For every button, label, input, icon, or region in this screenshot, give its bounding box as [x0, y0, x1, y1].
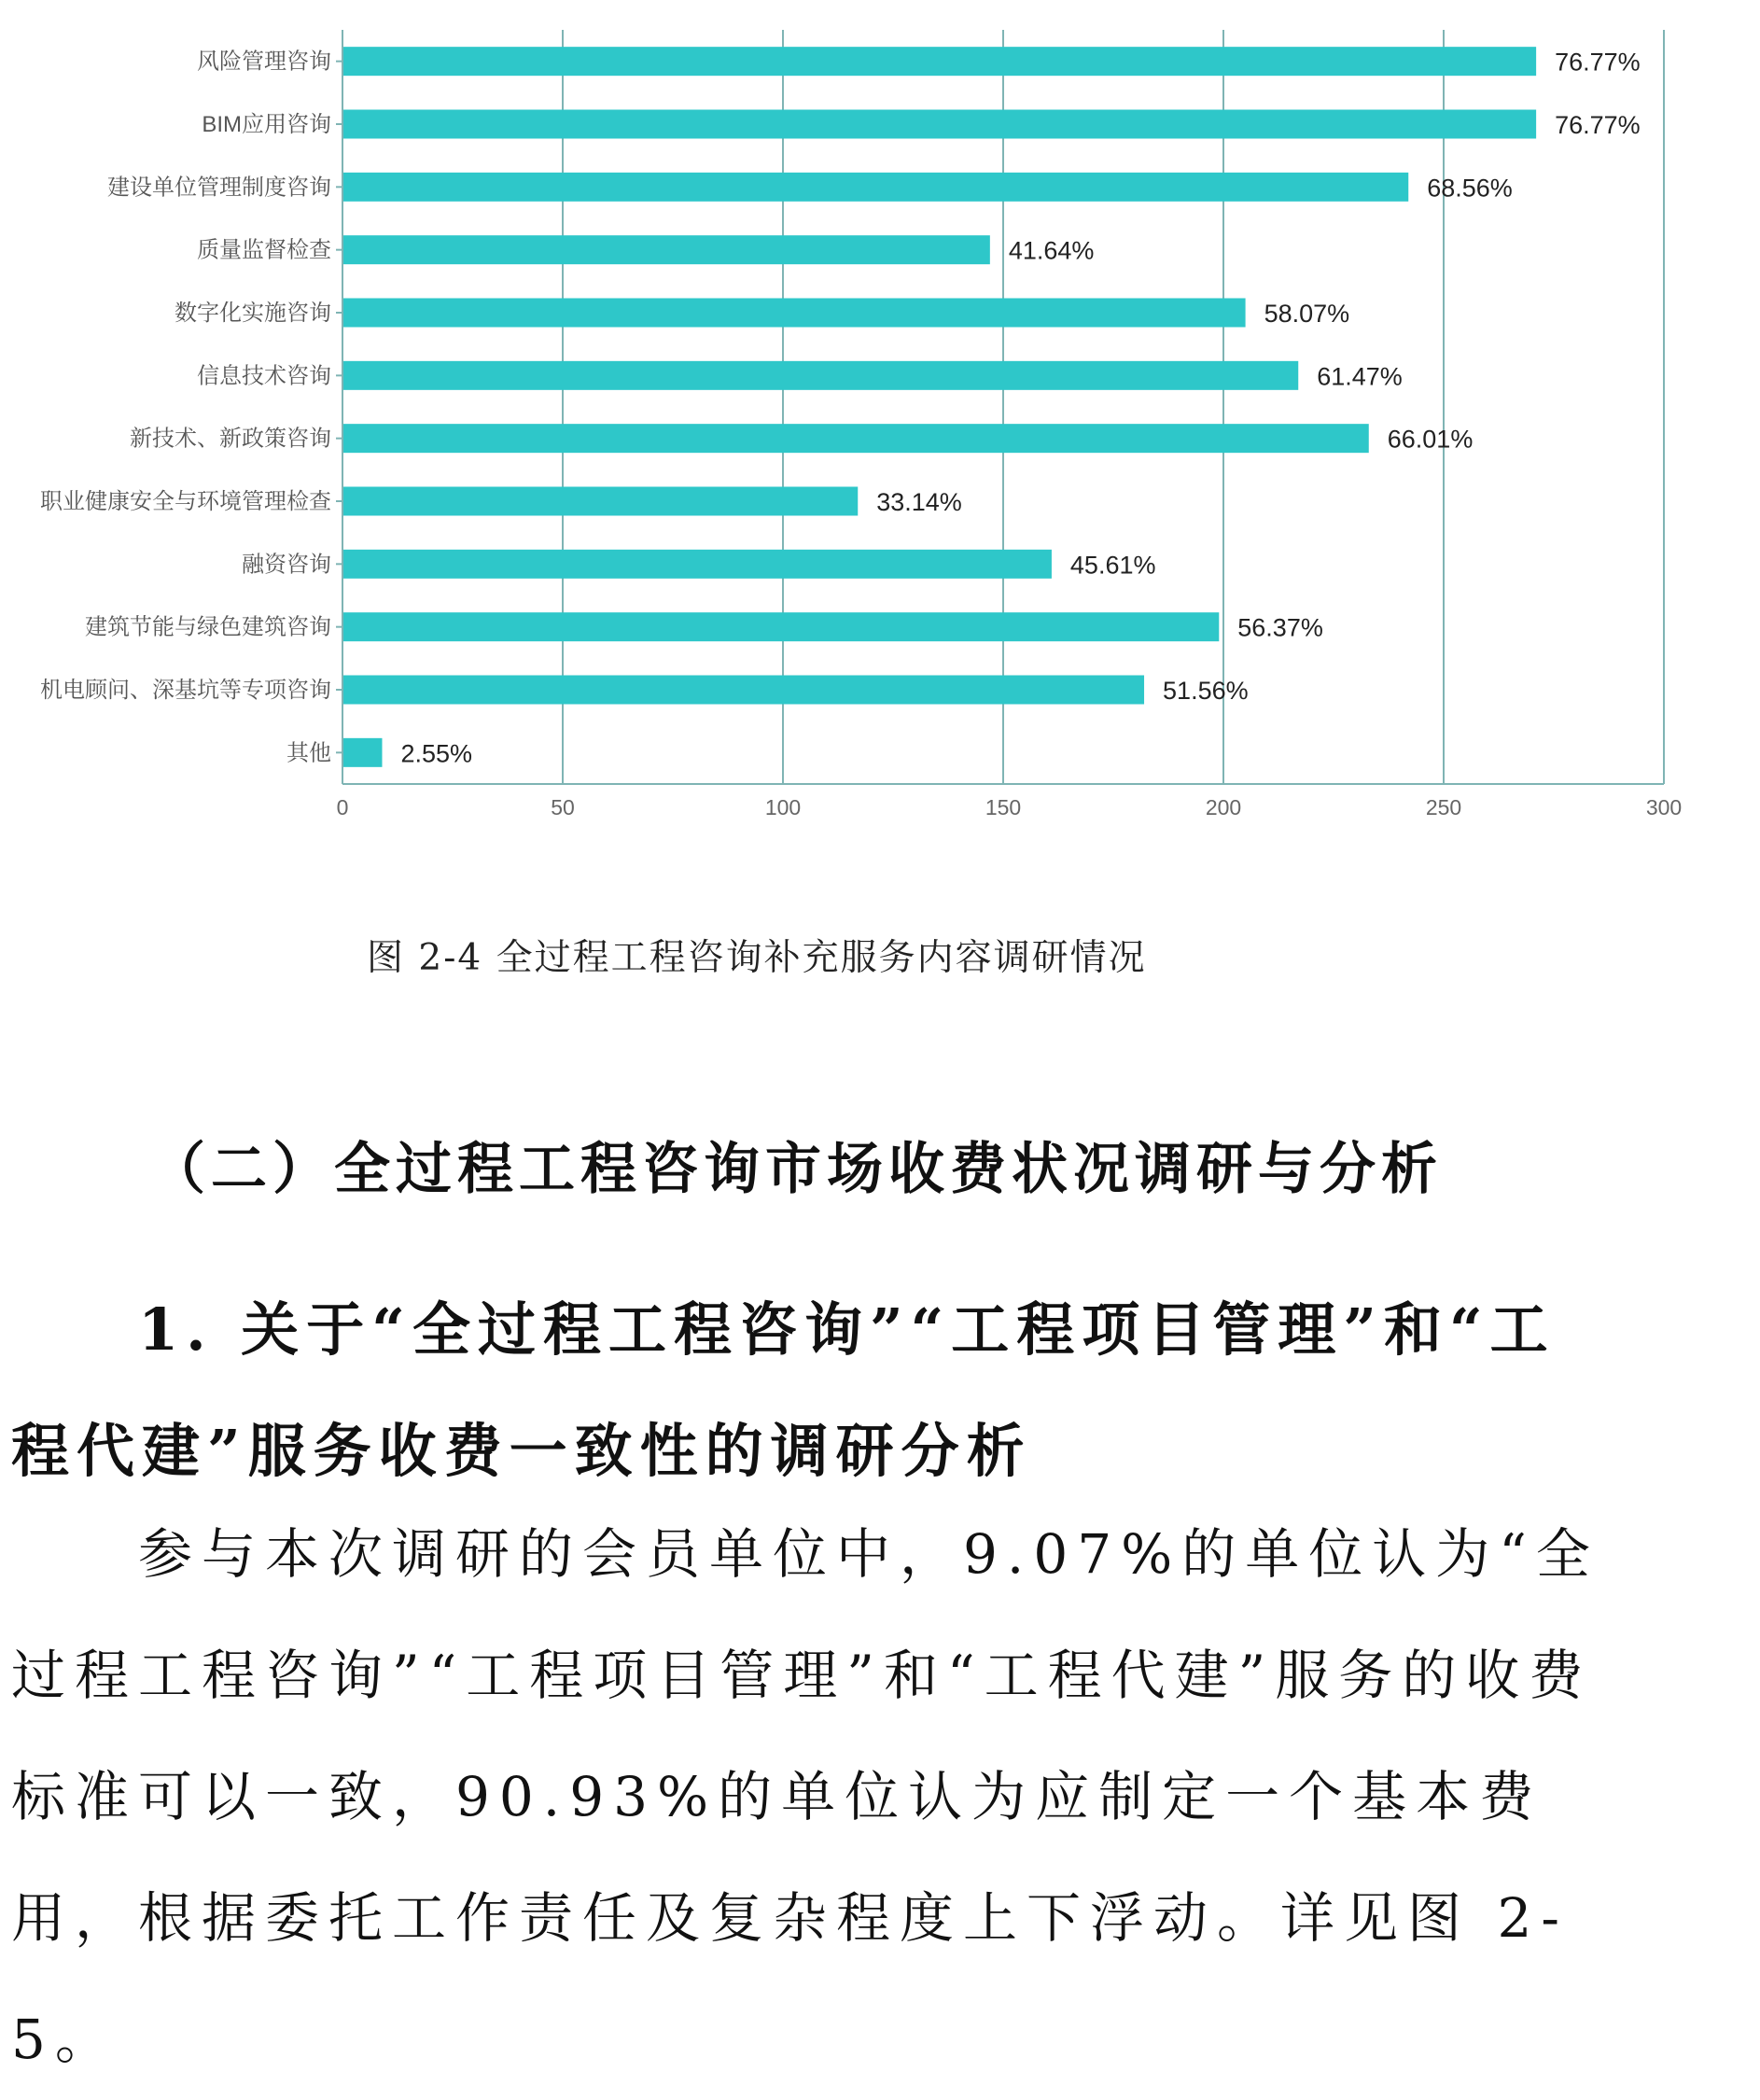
bar — [342, 47, 1536, 76]
bar — [342, 235, 990, 264]
category-label: 质量监督检查 — [197, 237, 331, 263]
bar — [342, 550, 1052, 579]
bar — [342, 299, 1246, 328]
data-label: 66.01% — [1387, 425, 1474, 454]
subheading: 1. 关于“全过程工程咨询”“工程项目管理”和“工程代建”服务收费一致性的调研分析 — [11, 1295, 1556, 1485]
bar — [342, 173, 1408, 202]
body-paragraph: 参与本次调研的会员单位中，9.07%的单位认为“全过程工程咨询”“工程项目管理”和“工程代建”服务的收费标准可以一致，90.93%的单位认为应制定一个基本费用，根据委托工作责任及复杂程度上下浮动。详见图 2-5。 — [11, 1522, 1599, 2071]
bar — [342, 738, 382, 767]
data-label: 33.14% — [876, 488, 962, 516]
figure-caption: 图 2-4 全过程工程咨询补充服务内容调研情况 — [367, 937, 1147, 979]
x-tick-label: 150 — [985, 795, 1022, 819]
data-label: 76.77% — [1555, 48, 1641, 77]
data-label: 51.56% — [1163, 677, 1249, 705]
bar — [342, 110, 1536, 139]
category-label: BIM应用咨询 — [202, 112, 331, 137]
category-label: 数字化实施咨询 — [175, 301, 331, 326]
data-label: 61.47% — [1317, 362, 1403, 391]
category-label: 新技术、新政策咨询 — [130, 426, 331, 452]
data-label: 45.61% — [1069, 551, 1156, 580]
data-label: 58.07% — [1264, 300, 1350, 328]
category-label: 其他 — [286, 740, 331, 766]
data-label: 76.77% — [1555, 111, 1641, 139]
x-tick-label: 100 — [764, 795, 802, 819]
category-label: 风险管理咨询 — [197, 49, 331, 75]
data-label: 41.64% — [1008, 236, 1095, 265]
x-tick-label: 0 — [336, 795, 349, 819]
bar — [342, 361, 1298, 390]
x-tick-label: 200 — [1205, 795, 1242, 819]
category-label: 机电顾问、深基坑等专项咨询 — [40, 678, 331, 703]
section-heading: （二）全过程工程咨询市场收费状况调研与分析 — [149, 1137, 1443, 1202]
data-label: 56.37% — [1237, 613, 1323, 642]
category-label: 建设单位管理制度咨询 — [107, 175, 331, 201]
category-label: 信息技术咨询 — [197, 363, 331, 389]
category-label: 建筑节能与绿色建筑咨询 — [85, 614, 331, 640]
grid-lines — [563, 30, 1664, 784]
bar — [342, 612, 1219, 641]
category-label: 职业健康安全与环境管理检查 — [40, 489, 331, 514]
bar — [342, 676, 1144, 705]
bar — [342, 424, 1369, 453]
bar — [342, 487, 858, 516]
data-label: 68.56% — [1427, 174, 1513, 203]
bar-chart — [0, 0, 1760, 840]
x-tick-label: 50 — [551, 795, 575, 819]
x-tick-label: 250 — [1425, 795, 1462, 819]
category-label: 融资咨询 — [242, 552, 331, 578]
data-label: 2.55% — [400, 739, 473, 768]
bars — [342, 47, 1641, 767]
x-tick-label: 300 — [1645, 795, 1683, 819]
